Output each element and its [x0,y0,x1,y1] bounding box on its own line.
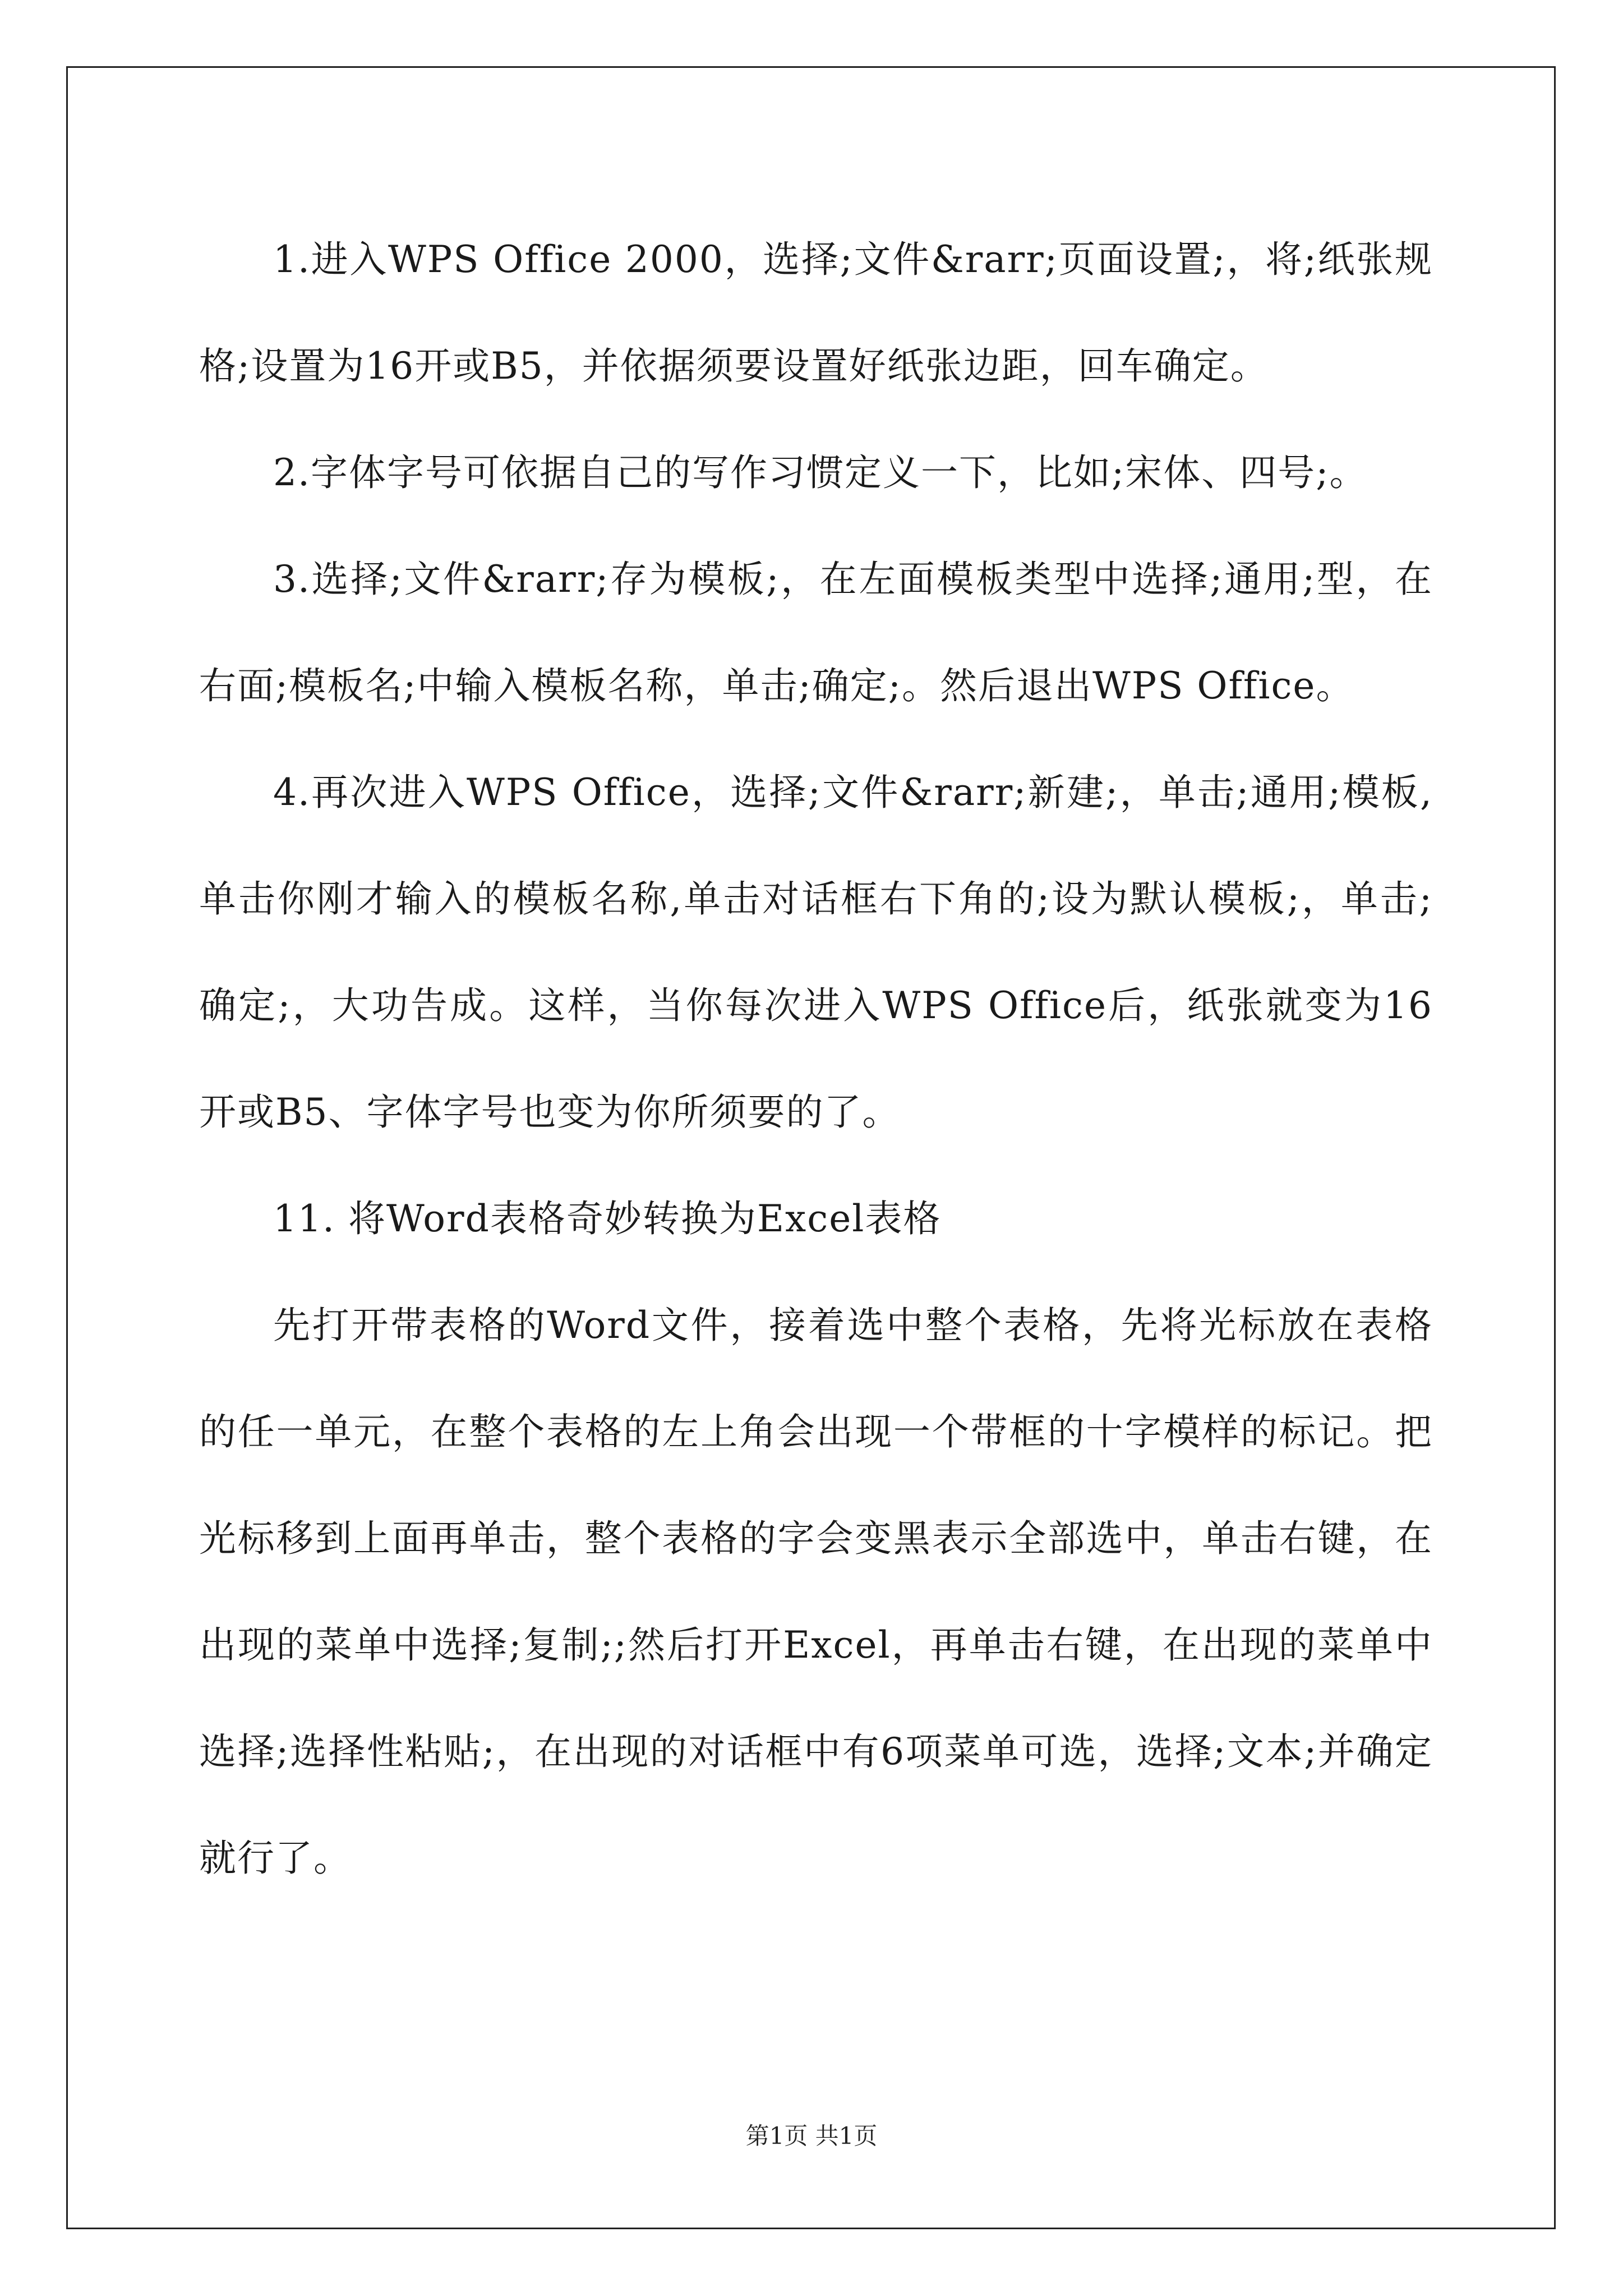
document-body [199,206,1433,1912]
paragraph-1: 1.进入WPS Office 2000，选择;文件&rarr;页面设置;，将;纸张规格;设置为16开或B5，并依据须要设置好纸张边距，回车确定。 [199,238,1433,388]
paragraph-3: 3.选择;文件&rarr;存为模板;，在左面模板类型中选择;通用;型，在右面;模板名;中输入模板名称，单击;确定;。然后退出WPS Office。 [199,558,1433,707]
page-number-footer: 第1页 共1页 [745,2122,878,2150]
paragraph-2: 2.字体字号可依据自己的写作习惯定义一下，比如;宋体、四号;。 [273,451,1368,494]
section-heading: 11. 将Word表格奇妙转换为Excel表格 [273,1197,942,1240]
paragraph-4: 4.再次进入WPS Office，选择;文件&rarr;新建;，单击;通用;模板,单击你刚才输入的模板名称,单击对话框右下角的;设为默认模板;，单击;确定;，大功告成。这样，当你每次进入WPS Office后，纸张就变为16开或B5、字体字号也变为你所须要的了。 [199,771,1433,1134]
paragraph-5: 先打开带表格的Word文件，接着选中整个表格，先将光标放在表格的任一单元，在整个表格的左上角会出现一个带框的十字模样的标记。把光标移到上面再单击，整个表格的字会变黑表示全部选中，单击右键，在出现的菜单中选择;复制;;然后打开Excel，再单击右键，在出现的菜单中选择;选择性粘贴;，在出现的对话框中有6项菜单可选，选择;文本;并确定就行了。 [199,1304,1433,1880]
